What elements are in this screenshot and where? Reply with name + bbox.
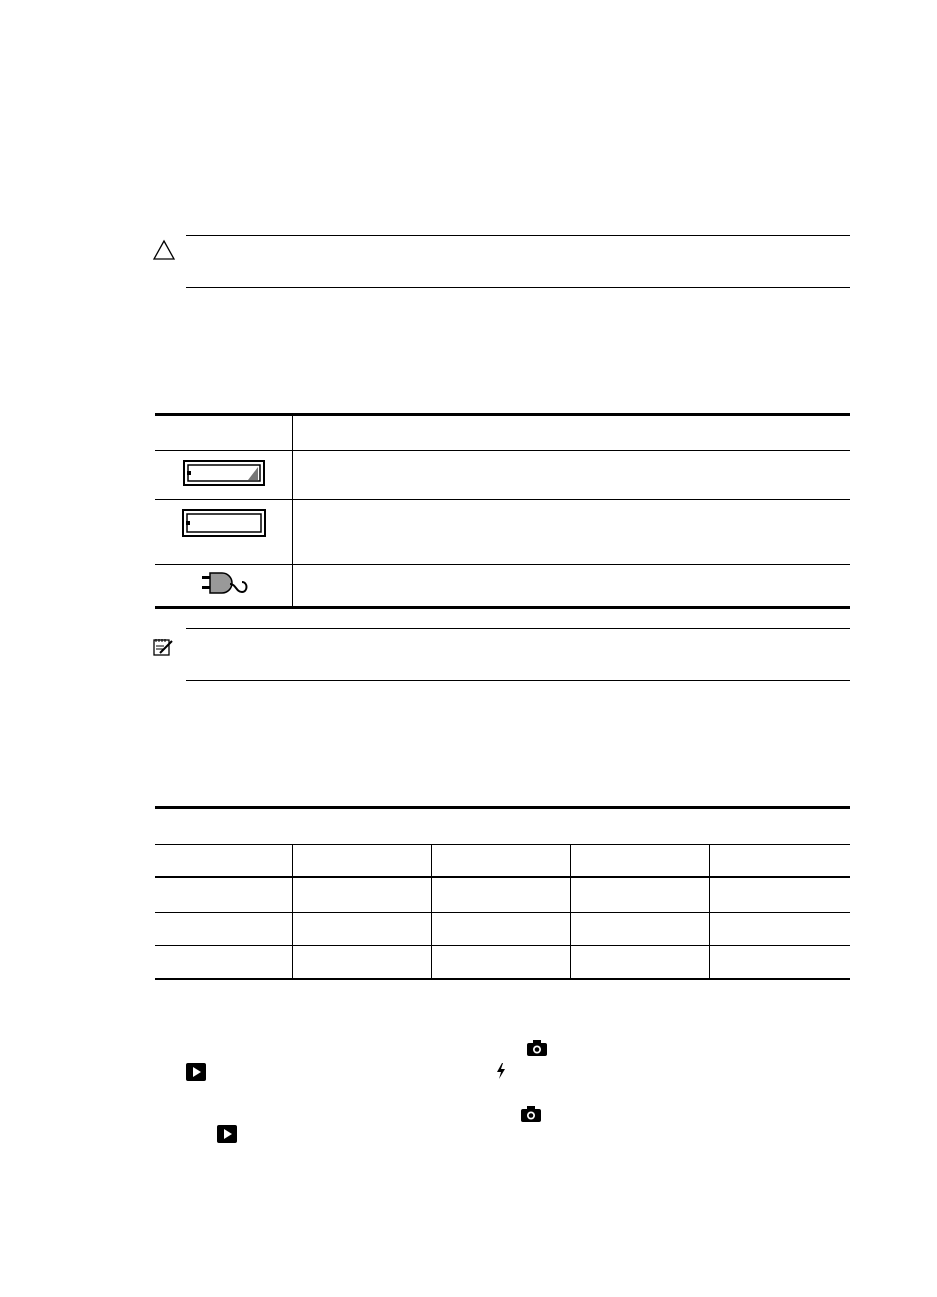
note-bottom-rule — [186, 680, 850, 681]
battery-row-1 — [155, 452, 292, 498]
caution-bottom-rule — [186, 287, 850, 288]
battery-row-3 — [155, 566, 292, 605]
camera-mode-icon — [526, 1039, 548, 1057]
note-top-rule — [186, 628, 850, 629]
playback-mode-icon — [185, 1062, 207, 1082]
caution-triangle-icon — [152, 239, 176, 263]
playback-mode-icon — [216, 1124, 238, 1144]
camera-mode-icon — [520, 1105, 542, 1123]
ac-power-plug-icon — [200, 570, 248, 601]
battery-row-2 — [155, 501, 292, 563]
note-pad-icon — [152, 636, 176, 660]
caution-top-rule — [186, 235, 850, 236]
battery-empty-icon — [181, 508, 267, 543]
battery-full-icon — [182, 459, 266, 492]
flash-icon — [495, 1062, 507, 1080]
